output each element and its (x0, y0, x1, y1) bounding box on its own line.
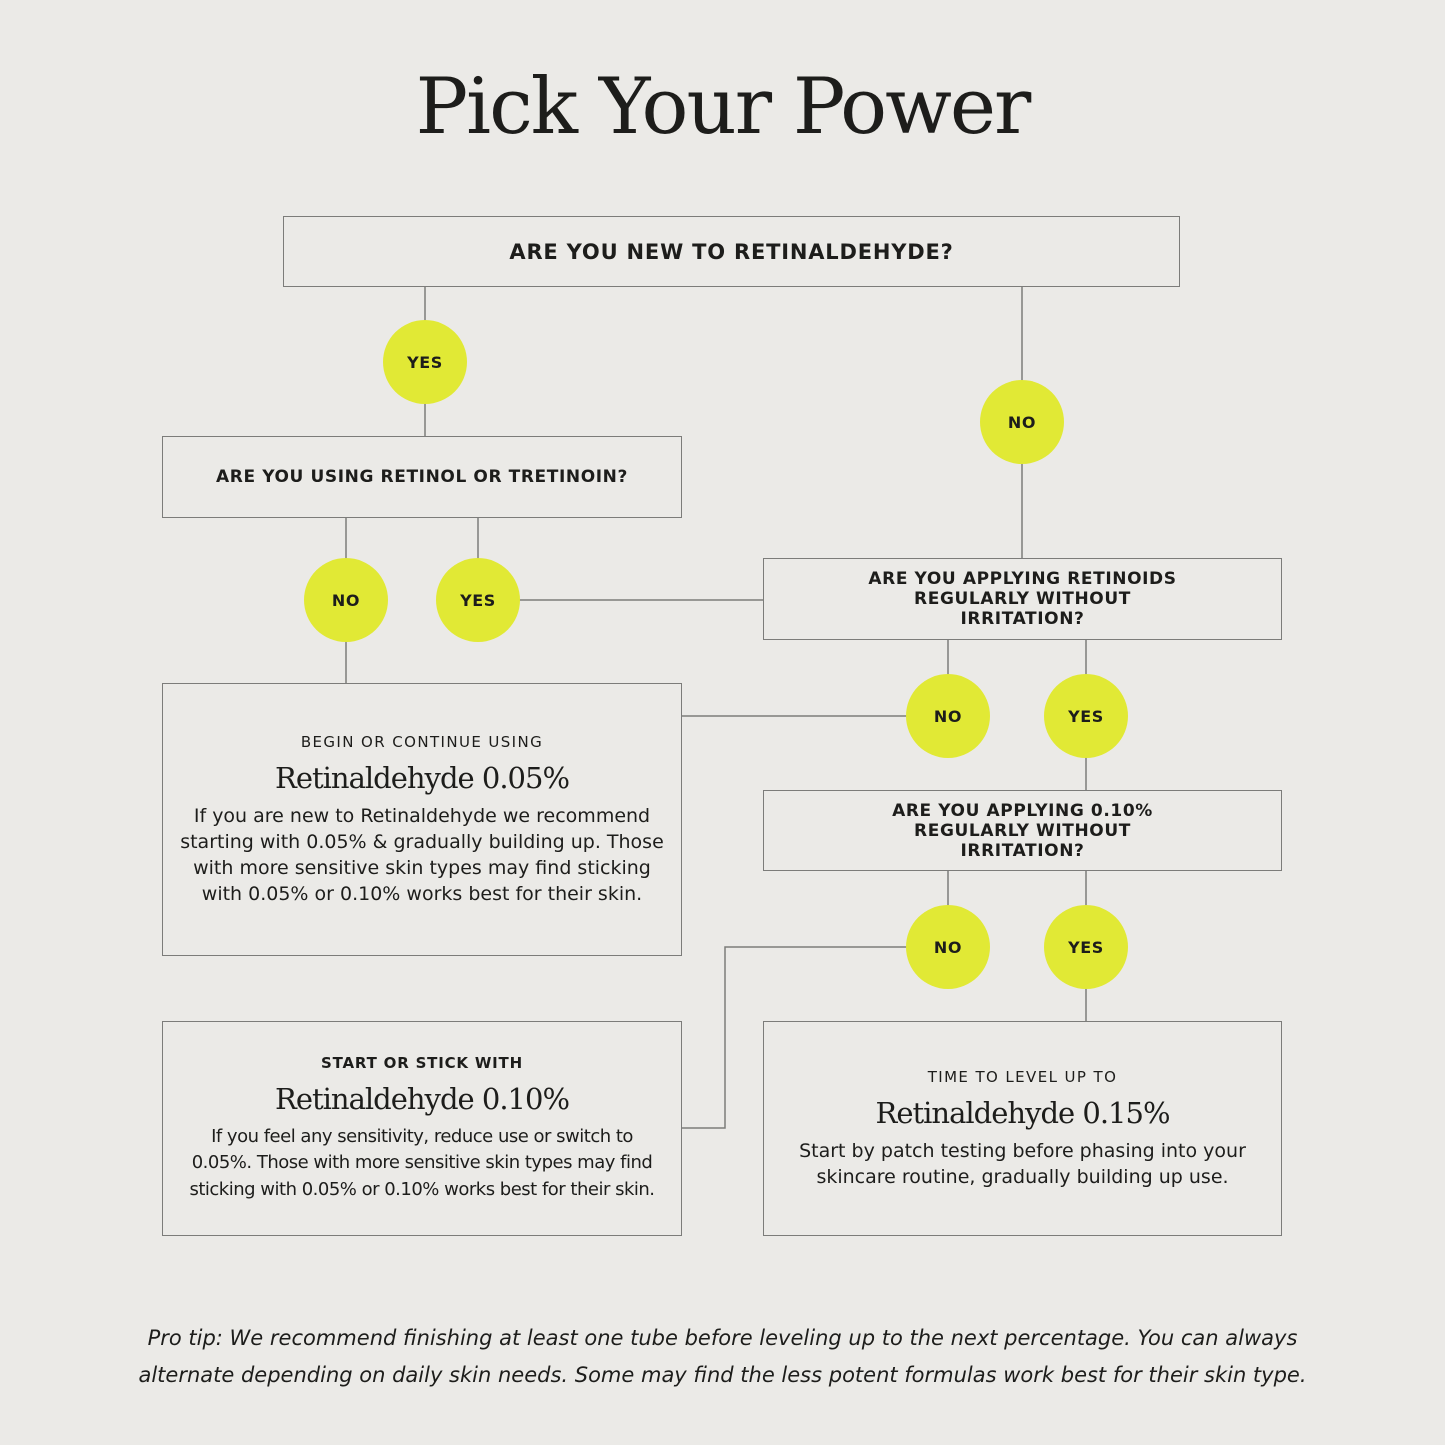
answer-q4-no: NO (906, 905, 990, 989)
answer-q3-no: NO (906, 674, 990, 758)
question-text: ARE YOU NEW TO RETINALDEHYDE? (509, 239, 954, 264)
result-eyebrow: TIME TO LEVEL UP TO (927, 1067, 1118, 1086)
question-text: ARE YOU APPLYING RETINOIDS REGULARLY WITHOUT IRRITATION? (868, 569, 1177, 629)
question-applying-010 (763, 790, 1282, 871)
result-product: Retinaldehyde 0.15% (875, 1095, 1170, 1130)
result-product: Retinaldehyde 0.10% (274, 1081, 570, 1116)
answer-q3-yes: YES (1044, 674, 1128, 758)
result-description: If you feel any sensitivity, reduce use or switch to 0.05%. Those with more sensitive skin types may find sticking with 0.05% or 0.10% works best for their skin. (189, 1125, 655, 1200)
question-text: ARE YOU USING RETINOL OR TRETINOIN? (216, 467, 628, 487)
pro-tip: Pro tip: We recommend finishing at least one tube before leveling up to the next percentage. You can always alternate depending on daily skin needs. Some may find the less potent formulas work best for their skin type. (138, 1326, 1307, 1387)
result-retinaldehyde-005 (162, 683, 682, 956)
question-using-retinol (162, 436, 682, 518)
result-retinaldehyde-015 (763, 1021, 1282, 1236)
question-applying-retinoids (763, 558, 1282, 640)
answer-q2-no: NO (304, 558, 388, 642)
result-product: Retinaldehyde 0.05% (274, 760, 570, 795)
result-eyebrow: START OR STICK WITH (321, 1053, 523, 1072)
page-title: Pick Your Power (415, 62, 1030, 152)
question-new-to-retinaldehyde (283, 216, 1180, 287)
result-retinaldehyde-010 (162, 1021, 682, 1236)
answer-q2-yes: YES (436, 558, 520, 642)
result-description: Start by patch testing before phasing into your skincare routine, gradually building up use. (799, 1139, 1246, 1188)
answer-q1-no: NO (980, 380, 1064, 464)
result-eyebrow: BEGIN OR CONTINUE USING (300, 732, 544, 751)
answer-q4-yes: YES (1044, 905, 1128, 989)
answer-q1-yes: YES (383, 320, 467, 404)
question-text: ARE YOU APPLYING 0.10% REGULARLY WITHOUT IRRITATION? (892, 800, 1153, 861)
result-description: If you are new to Retinaldehyde we recommend starting with 0.05% & gradually building up. Those with more sensitive skin types may find sticking with 0.05% or 0.10% works best for their skin. (180, 804, 664, 905)
